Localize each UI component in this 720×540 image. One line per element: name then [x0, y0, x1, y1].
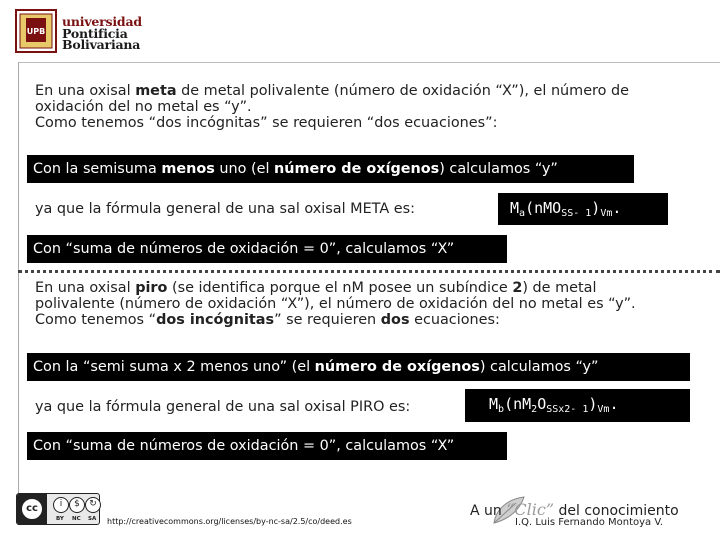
license-link[interactable]: http://creativecommons.org/licenses/by-nc-sa/2.5/co/deed.es	[107, 517, 352, 526]
keyword-meta: meta	[135, 83, 177, 99]
logo-line-1: universidad	[62, 14, 142, 29]
meta-step-bar-2: Con “suma de números de oxidación = 0”, calculamos “X”	[27, 235, 507, 263]
cc-sa-label: SA	[88, 516, 97, 522]
piro-step-bar-2: Con “suma de números de oxidación = 0”, calculamos “X”	[27, 432, 507, 460]
piro-step-bar-1: Con la “semi suma x 2 menos uno” (el número de oxígenos) calculamos “y”	[27, 353, 690, 381]
university-logo	[14, 8, 154, 58]
meta-formula-label: ya que la fórmula general de una sal oxisal META es:	[35, 201, 415, 217]
cc-icon: cc	[20, 497, 44, 521]
attribution-icon: i	[53, 497, 69, 513]
cc-by-label: BY	[56, 516, 64, 522]
tagline-clic: “Clic”	[506, 500, 555, 519]
meta-intro-paragraph	[35, 83, 629, 131]
cc-nc-label: NC	[72, 516, 81, 522]
seal-text: UPB	[26, 27, 46, 36]
logo-wordmark	[62, 16, 142, 51]
sharealike-icon: ↻	[85, 497, 101, 513]
meta-intro-line-1: En una oxisal meta de metal polivalente (número de oxidación “X”), el número de	[35, 83, 630, 99]
tagline: A un “Clic” del conocimiento	[470, 500, 679, 519]
university-seal-icon	[14, 8, 58, 54]
meta-general-formula: $M_a(nMO_{SS- 1})_{Vm}$.	[498, 193, 668, 225]
logo-line-3: Bolivariana	[62, 37, 141, 52]
meta-intro-line-3: Como tenemos “dos incógnitas” se requieren “dos ecuaciones”:	[35, 115, 498, 131]
keyword-piro: piro	[135, 280, 168, 296]
piro-general-formula: $M_b(nM_2O_{SSx2- 1})_{Vm}$.	[465, 389, 690, 422]
noncommercial-icon: $	[69, 497, 85, 513]
logo-line-2: Pontificia	[62, 25, 128, 41]
piro-intro-line-3: Como tenemos “dos incógnitas” se requieren dos ecuaciones:	[35, 312, 500, 328]
top-divider	[18, 62, 720, 63]
author-credit: I.Q. Luis Fernando Montoya V.	[515, 517, 664, 528]
piro-intro-line-2: polivalente (número de oxidación “X”), el número de oxidación del no metal es “y”.	[35, 296, 636, 312]
meta-step-bar-1: Con la semisuma menos uno (el número de oxígenos) calculamos “y”	[27, 155, 634, 183]
piro-formula-label: ya que la fórmula general de una sal oxisal PIRO es:	[35, 399, 411, 415]
section-divider-dotted	[18, 270, 720, 273]
piro-intro-line-1: En una oxisal piro (se identifica porque el nM posee un subíndice 2) de metal	[35, 280, 597, 296]
meta-intro-line-2: oxidación del no metal es “y”.	[35, 99, 252, 115]
creative-commons-badge[interactable]	[16, 493, 100, 525]
piro-intro-paragraph	[35, 280, 636, 328]
left-divider	[18, 62, 19, 507]
